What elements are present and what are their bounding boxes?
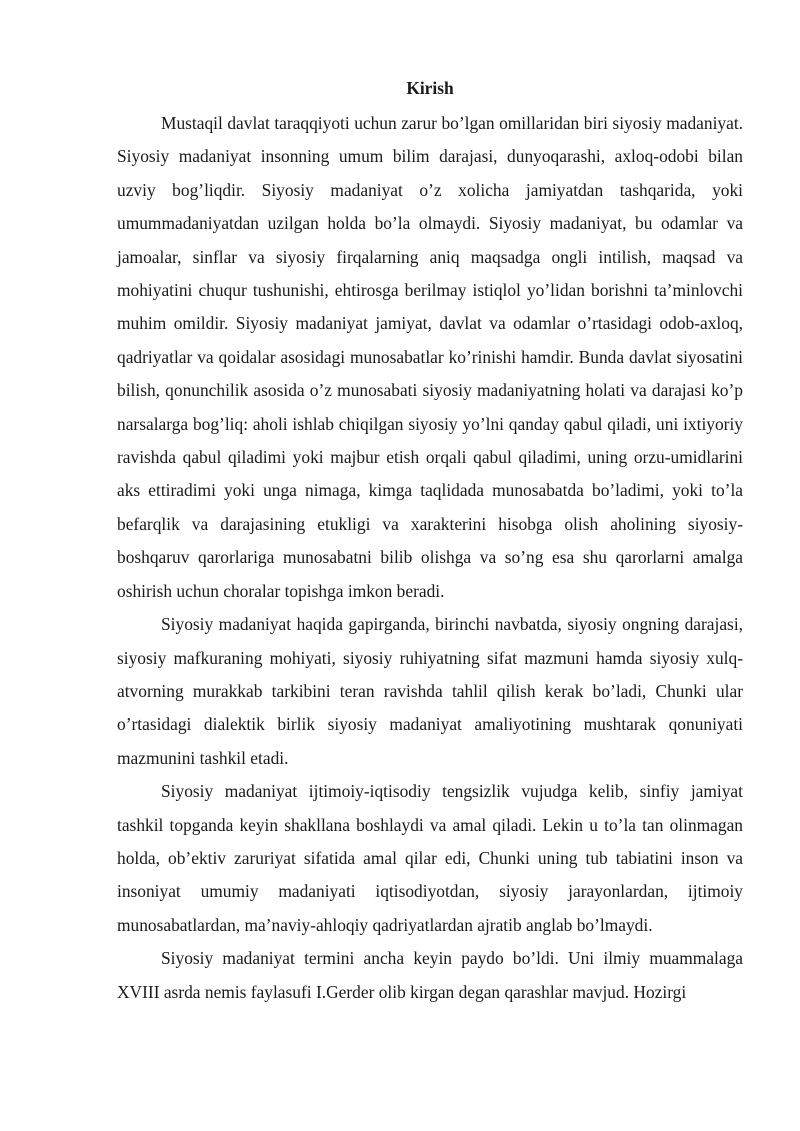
paragraph-3: Siyosiy madaniyat ijtimoiy-iqtisodiy tengsizlik vujudga kelib, sinfiy jamiyat tashkil topganda keyin shakllana boshlaydi va amal qiladi. Lekin u to’la tan olinmagan holda, ob’ektiv zaruriyat sifatida amal qilar edi, Chunki uning tub tabiatini inson va insoniyat umumiy madaniyati iqtisodiyotdan, siyosiy jarayonlardan, ijtimoiy munosabatlardan, ma’naviy-ahloqiy qadriyatlardan ajratib anglab bo’lmaydi. bbox=[117, 781, 743, 935]
paragraph-1: Mustaqil davlat taraqqiyoti uchun zarur bo’lgan omillaridan biri siyosiy madaniyat. Siyosiy madaniyat insonning umum bilim darajasi, dunyoqarashi, axloq-odobi bilan uzviy bog’liqdir. Siyosiy madaniyat o’z xolicha jamiyatdan tashqarida, yoki umummadaniyatdan uzilgan holda bo’la olmaydi. Siyosiy madaniyat, bu odamlar va jamoalar, sinflar va siyosiy firqalarning aniq maqsadga ongli intilish, maqsad va mohiyatini chuqur tushunishi, ehtirosga berilmay istiqlol yo’lidan borishni ta’minlovchi muhim omildir. Siyosiy madaniyat jamiyat, davlat va odamlar o’rtasidagi odob-axloq, qadriyatlar va qoidalar asosidagi munosabatlar ko’rinishi hamdir. Bunda davlat siyosatini bilish, qonunchilik asosida o’z munosabati siyosiy madaniyatning holati va darajasi ko’p narsalarga bog’liq: aholi ishlab chiqilgan siyosiy yo’lni qanday qabul qiladi, uni ixtiyoriy ravishda qabul qiladimi yoki majbur etish orqali qabul qiladimi, uning orzu-umidlarini aks ettiradimi yoki unga nimaga, kimga taqlidada munosabatda bo’ladimi, yoki to’la befarqlik va darajasining etukligi va xarakterini hisobga olish aholining siyosiy-boshqaruv qarorlariga munosabatni bilib olishga va so’ng esa shu qarorlarni amalga oshirish uchun choralar topishga imkon beradi. bbox=[117, 113, 743, 601]
page-title: Kirish bbox=[406, 78, 454, 98]
paragraph-4: Siyosiy madaniyat termini ancha keyin paydo bo’ldi. Uni ilmiy muammalaga XVIII asrda nemis faylasufi I.Gerder olib kirgan degan qarashlar mavjud. Hozirgi bbox=[117, 948, 743, 1002]
paragraph-2: Siyosiy madaniyat haqida gapirganda, birinchi navbatda, siyosiy ongning darajasi, siyosiy mafkuraning mohiyati, siyosiy ruhiyatning sifat mazmuni hamda siyosiy xulq-atvorning murakkab tarkibini teran ravishda tahlil qilish kerak bo’ladi, Chunki ular o’rtasidagi dialektik birlik siyosiy madaniyat amaliyotining mushtarak qonuniyati mazmunini tashkil etadi. bbox=[117, 614, 743, 768]
document-body bbox=[117, 74, 743, 1009]
